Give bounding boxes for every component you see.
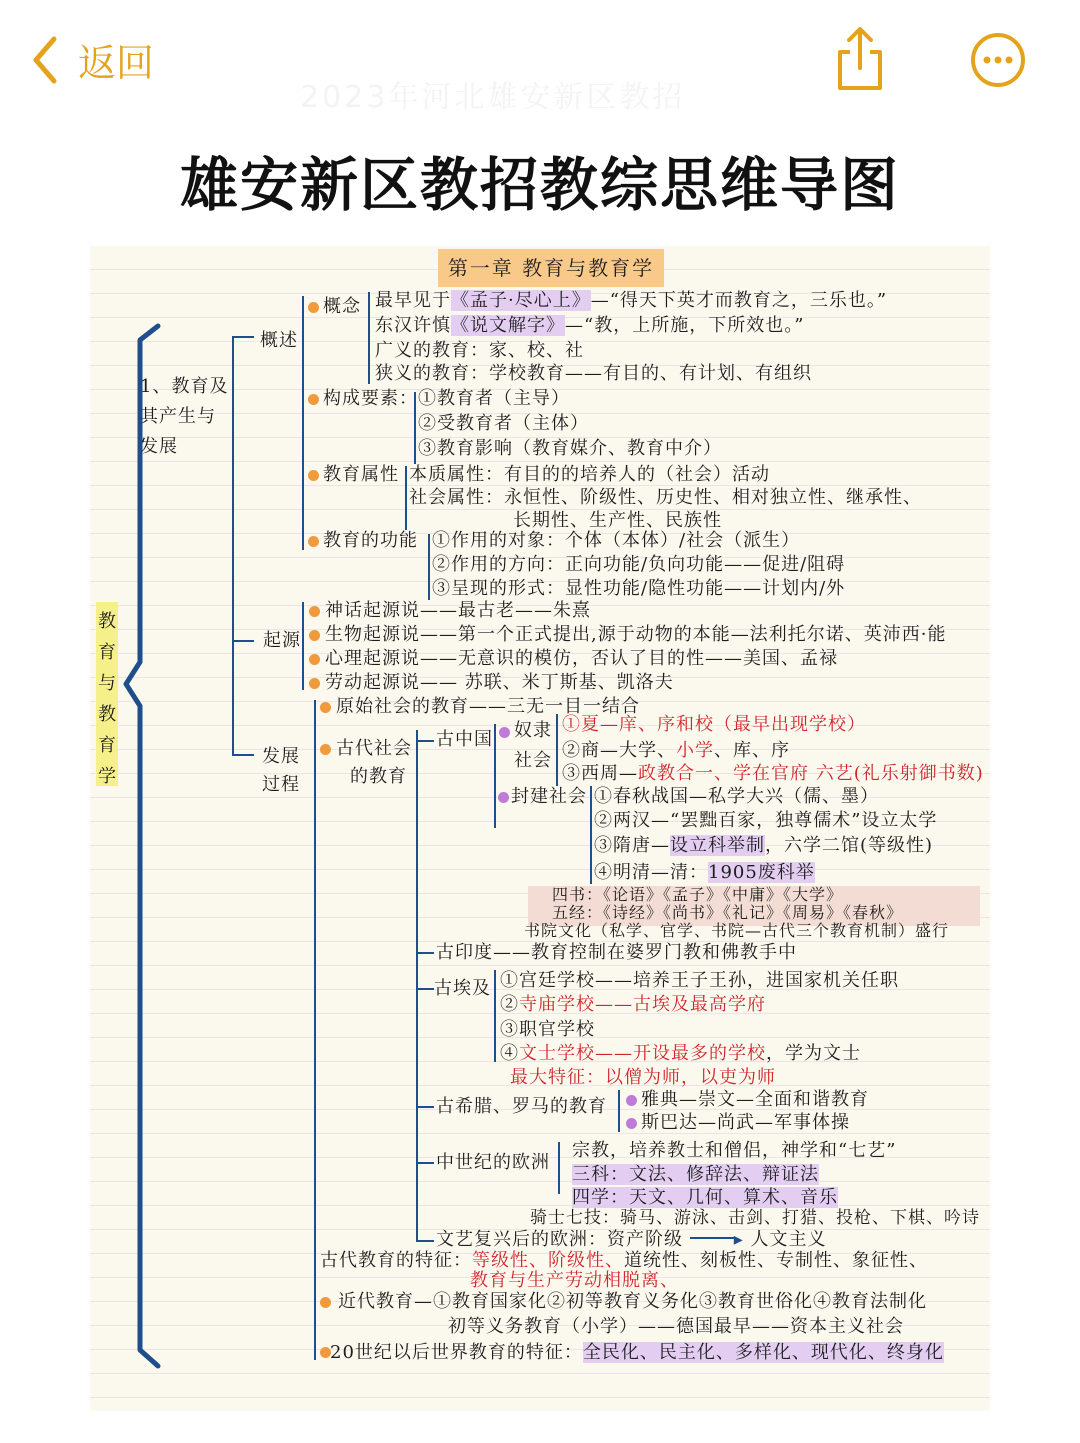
connector: [416, 952, 434, 954]
connector: [314, 700, 316, 1360]
bullet-dot: [308, 470, 319, 481]
feudal-item: ①春秋战国—私学大兴（儒、墨）: [594, 786, 879, 807]
function-line: ③呈现的形式：显性功能/隐性功能——计划内/外: [432, 578, 846, 599]
connector: [232, 336, 254, 338]
section-heading: 1、教育及其产生与发展: [140, 376, 229, 457]
egypt-feature: 最大特征：以僧为师，以吏为师: [510, 1067, 776, 1088]
medieval-label: 中世纪的欧洲: [436, 1152, 550, 1173]
connector: [302, 602, 304, 690]
bullet-dot: [309, 678, 320, 689]
bullet-dot: [320, 702, 331, 713]
back-button[interactable]: [30, 32, 154, 87]
branch-development-1: 发展: [262, 746, 300, 767]
back-label: 返回: [78, 41, 155, 85]
connector: [416, 1240, 434, 1242]
connector: [416, 740, 434, 742]
page-title: 雄安新区教招教综思维导图: [179, 151, 900, 219]
connector: [494, 970, 496, 1062]
four-books: 四书：《论语》《孟子》《中庸》《大学》: [552, 885, 844, 904]
feudal-item: ②两汉—“罢黜百家，独尊儒术”设立太学: [594, 810, 938, 831]
attribute-line: 长期性、生产性、民族性: [513, 510, 722, 531]
share-button[interactable]: [832, 26, 888, 92]
five-classics: 五经：《诗经》《尚书》《礼记》《周易》《春秋》: [552, 903, 904, 922]
purple-dot: [626, 1095, 637, 1106]
origin-item: 劳动起源说—— 苏联、米丁斯基、凯洛夫: [325, 672, 674, 693]
branch-overview: 概述: [260, 330, 298, 351]
connector: [232, 640, 254, 642]
egypt-item: ①宫廷学校——培养王子王孙，进国家机关任职: [500, 970, 899, 991]
more-icon: [970, 32, 1026, 88]
connector: [556, 714, 558, 786]
attribute-line: 社会属性：永恒性、阶级性、历史性、相对独立性、继承性、: [409, 487, 922, 508]
connector: [590, 786, 592, 884]
connector: [558, 1142, 560, 1194]
ancient-china-label: 古中国: [436, 729, 493, 750]
bullet-dot: [308, 536, 319, 547]
medieval-item: 骑士七技：骑马、游泳、击剑、打猎、投枪、下棋、吟诗: [530, 1208, 980, 1228]
feudal-label: 封建社会: [511, 786, 587, 807]
root-label: 教育与教育学: [98, 611, 116, 787]
ancient-label: 古代社会: [336, 738, 412, 759]
attribute-line: 本质属性：有目的的培养人的（社会）活动: [409, 464, 770, 485]
concept-line-1: 最早见于《孟子·尽心上》—“得天下英才而教育之，三乐也。”: [375, 290, 888, 311]
connector: [232, 336, 234, 754]
ancient-label: 的教育: [350, 766, 407, 787]
purple-dot: [498, 792, 509, 803]
primitive-education: 原始社会的教育——三无一目一结合: [336, 696, 640, 717]
bullet-dot: [309, 654, 320, 665]
connector: [494, 724, 496, 828]
connector: [368, 292, 370, 384]
slave-item: ①夏—庠、序和校（最早出现学校）: [562, 714, 866, 735]
egypt-item: ②寺庙学校——古埃及最高学府: [500, 994, 766, 1015]
slave-society-label: 奴隶: [514, 720, 552, 741]
elements-item: ③教育影响（教育媒介、教育中介）: [418, 438, 722, 459]
bullet-dot: [320, 744, 331, 755]
slave-society-label: 社会: [514, 750, 552, 771]
arrow-right-icon: [690, 1223, 734, 1239]
medieval-item: 四学：天文、几何、算术、音乐: [572, 1187, 838, 1208]
egypt-label: 古埃及: [434, 978, 491, 999]
elements-item: ①教育者（主导）: [418, 388, 570, 409]
academy-culture: 书院文化（私学、官学、书院—古代三个教育机制）盛行: [524, 921, 950, 940]
slave-item: ②商—大学、小学、库、序: [562, 740, 790, 761]
more-options-button[interactable]: [970, 32, 1026, 88]
concept-line-2: 东汉许慎《说文解字》—“教，上所施，下所效也。”: [375, 315, 805, 336]
bullet-dot: [320, 1297, 331, 1308]
concept-line-4: 狭义的教育：学校教育——有目的、有计划、有组织: [375, 363, 812, 384]
origin-item: 心理起源说——无意识的模仿，否认了目的性——美国、孟禄: [325, 648, 838, 669]
bullet-dot: [309, 630, 320, 641]
connector: [302, 296, 304, 550]
medieval-item: 三科：文法、修辞法、辩证法: [572, 1164, 819, 1185]
greece-rome-label: 古希腊、罗马的教育: [436, 1096, 607, 1117]
connector: [416, 988, 434, 990]
origin-item: 神话起源说——最古老——朱熹: [325, 600, 591, 621]
slave-item: ③西周—政教合一、学在官府 六艺(礼乐射御书数): [562, 763, 984, 784]
purple-dot: [626, 1118, 637, 1129]
ancient-features: 古代教育的特征：等级性、阶级性、道统性、刻板性、专制性、象征性、: [320, 1250, 928, 1271]
connector: [416, 1106, 434, 1108]
connector: [428, 534, 430, 600]
concept-line-3: 广义的教育：家、校、社: [375, 340, 584, 361]
elements-item: ②受教育者（主体）: [418, 413, 589, 434]
greece-item: 斯巴达—尚武—军事体操: [641, 1112, 850, 1133]
modern-education: 近代教育—①教育国家化②初等教育义务化③教育世俗化④教育法制化: [338, 1291, 927, 1312]
connector: [405, 466, 407, 530]
connector: [232, 754, 254, 756]
purple-dot: [499, 727, 510, 738]
chevron-left-icon: [30, 35, 60, 85]
chapter-heading: 第一章 教育与教育学: [438, 249, 664, 287]
bullet-dot: [308, 302, 319, 313]
faded-header-title: 2023年河北雄安新区教招: [300, 80, 686, 115]
medieval-item: 宗教，培养教士和僧侣，神学和“七艺”: [572, 1140, 897, 1161]
c20-features: 20世纪以后世界教育的特征：全民化、民主化、多样化、现代化、终身化: [330, 1342, 944, 1363]
bullet-dot: [308, 394, 319, 405]
renaissance-europe: 文艺复兴后的欧洲：资产阶级 ▸ 人文主义: [436, 1229, 827, 1251]
greece-item: 雅典—崇文—全面和谐教育: [641, 1089, 869, 1110]
connector: [618, 1090, 620, 1132]
feudal-item: ③隋唐—设立科举制，六学二馆(等级性): [594, 835, 934, 856]
attribute-label: 教育属性: [323, 464, 399, 485]
bullet-dot: [309, 606, 320, 617]
egypt-item: ④文士学校——开设最多的学校，学为文士: [500, 1043, 861, 1064]
function-label: 教育的功能: [323, 530, 418, 551]
ancient-features-cont: 教育与生产劳动相脱离、: [470, 1270, 679, 1291]
function-line: ①作用的对象：个体（本体）/社会（派生）: [432, 530, 801, 551]
egypt-item: ③职官学校: [500, 1019, 595, 1040]
function-line: ②作用的方向：正向功能/负向功能——促进/阻碍: [432, 554, 846, 575]
compulsory-education: 初等义务教育（小学）——德国最早——资本主义社会: [448, 1316, 904, 1337]
feudal-item: ④明清—清：1905废科举: [594, 862, 815, 883]
branch-development-2: 过程: [262, 774, 300, 795]
top-bar: [0, 0, 1080, 120]
branch-origin: 起源: [263, 630, 301, 651]
share-icon: [832, 26, 888, 92]
origin-item: 生物起源说——第一个正式提出,源于动物的本能—法利托尔诺、英沛西·能: [325, 624, 947, 645]
elements-label: 构成要素：: [323, 388, 418, 409]
ancient-india: 古印度——教育控制在婆罗门教和佛教手中: [436, 942, 797, 963]
connector: [416, 1162, 434, 1164]
root-brace: [118, 322, 162, 1370]
concept-label: 概念: [323, 296, 361, 317]
